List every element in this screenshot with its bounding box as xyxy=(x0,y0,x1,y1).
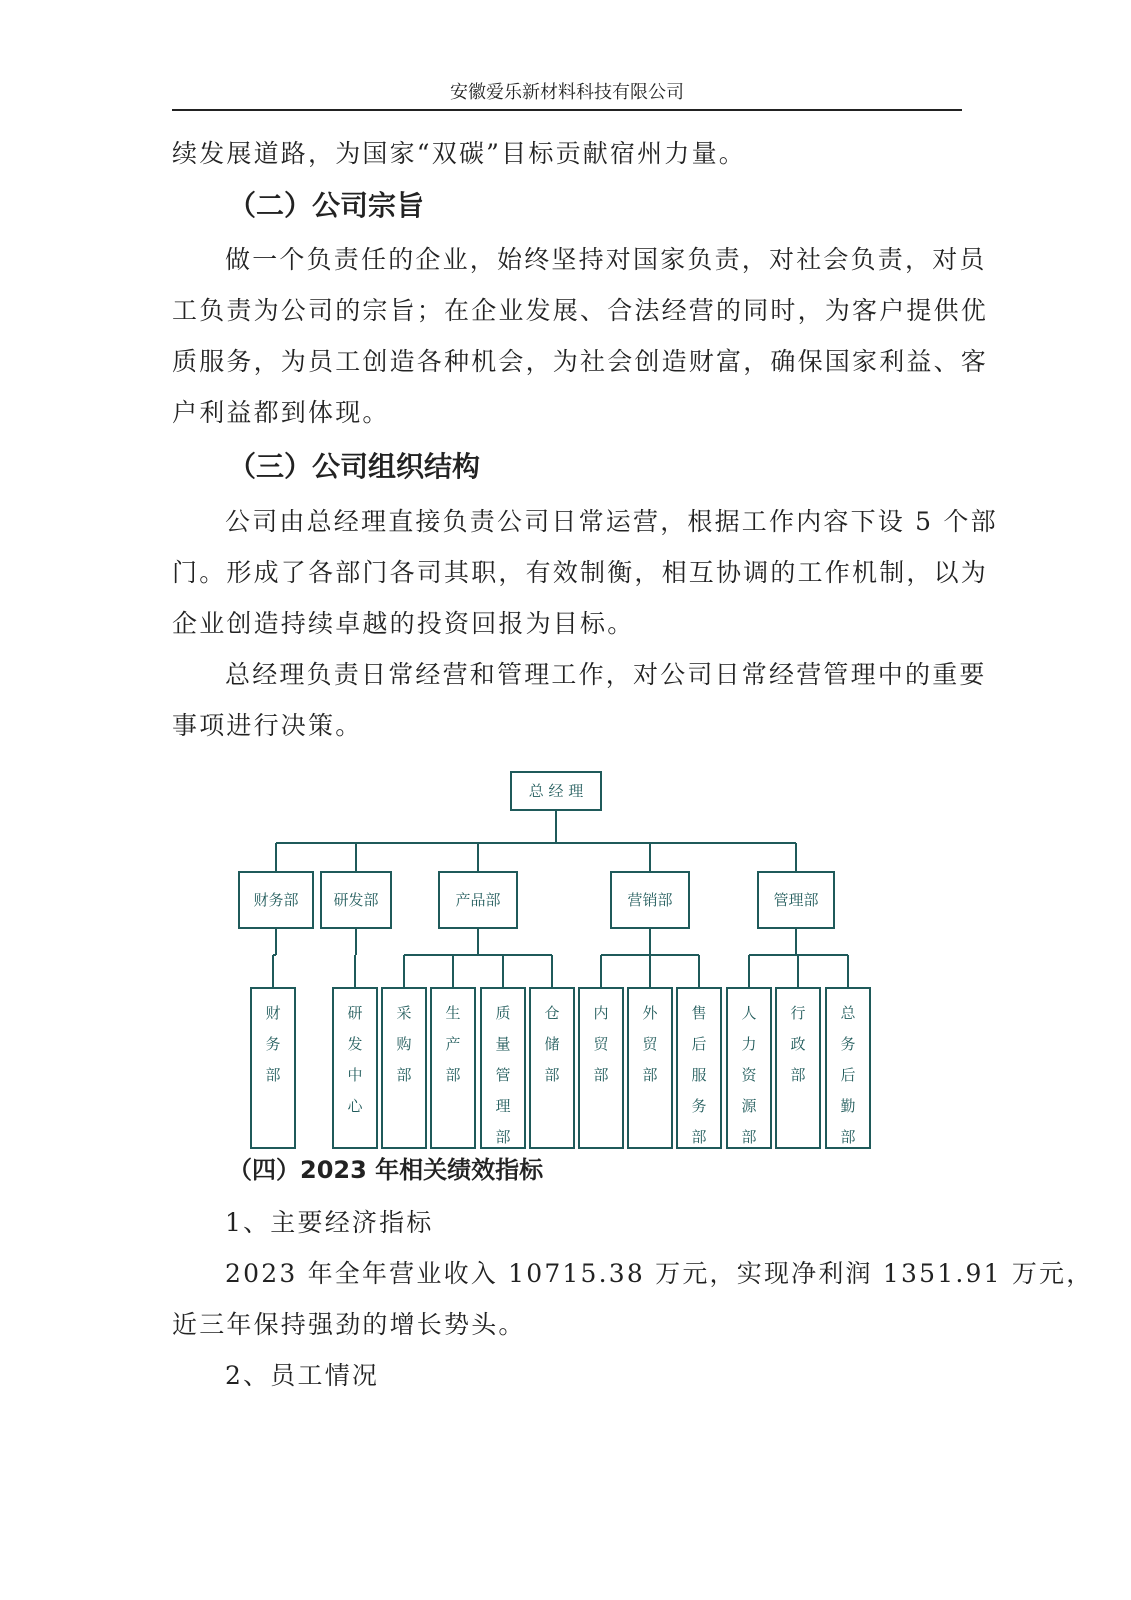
org-node-unit xyxy=(530,988,574,1148)
org-node-unit-label: 研发中心 xyxy=(347,1004,363,1115)
org-node-department-label: 研发部 xyxy=(333,891,379,909)
org-node-unit xyxy=(776,988,820,1148)
org-node-unit xyxy=(677,988,721,1148)
org-node-unit-label: 仓储部 xyxy=(544,1004,560,1084)
org-node-unit xyxy=(431,988,475,1148)
org-node-department-label: 产品部 xyxy=(455,891,501,909)
paragraph-line: 门。形成了各部门各司其职，有效制衡，相互协调的工作机制，以为 xyxy=(172,558,989,587)
subheading-staff: 2、员工情况 xyxy=(225,1361,380,1390)
org-node-unit-label: 采购部 xyxy=(396,1004,412,1084)
org-node-root-label: 总 经 理 xyxy=(528,782,584,800)
section-heading-performance: （四）2023 年相关绩效指标 xyxy=(228,1156,544,1184)
org-node-unit xyxy=(251,988,295,1148)
org-node-unit-label: 内贸部 xyxy=(593,1004,609,1084)
section-heading-purpose: （二）公司宗旨 xyxy=(228,189,425,222)
paragraph-line: 工负责为公司的宗旨；在企业发展、合法经营的同时，为客户提供优 xyxy=(172,296,989,325)
org-node-department-label: 财务部 xyxy=(253,891,299,909)
org-node-department-label: 管理部 xyxy=(773,891,819,909)
subheading-economic: 1、主要经济指标 xyxy=(225,1208,434,1237)
section-heading-structure: （三）公司组织结构 xyxy=(228,450,481,483)
paragraph-line: 公司由总经理直接负责公司日常运营，根据工作内容下设 5 个部 xyxy=(225,507,998,536)
org-node-unit xyxy=(579,988,623,1148)
paragraph-line: 总经理负责日常经营和管理工作，对公司日常经营管理中的重要 xyxy=(225,660,987,689)
org-node-root xyxy=(511,772,601,810)
org-node-department xyxy=(758,872,834,928)
org-node-unit-label: 售后服务部 xyxy=(691,1004,707,1146)
org-node-unit-label: 外贸部 xyxy=(642,1004,658,1084)
org-node-department-label: 营销部 xyxy=(627,891,673,909)
org-node-unit xyxy=(826,988,870,1148)
org-node-unit xyxy=(382,988,426,1148)
org-node-unit-label: 生产部 xyxy=(445,1004,461,1084)
org-node-unit-label: 总务后勤部 xyxy=(840,1004,856,1146)
org-node-unit xyxy=(727,988,771,1148)
paragraph-line: 企业创造持续卓越的投资回报为目标。 xyxy=(172,609,635,638)
org-node-department xyxy=(611,872,689,928)
org-node-department xyxy=(439,872,517,928)
org-node-department xyxy=(239,872,313,928)
org-node-unit-label: 行政部 xyxy=(790,1004,806,1084)
org-node-unit xyxy=(481,988,525,1148)
org-node-unit-label: 财务部 xyxy=(265,1004,281,1084)
org-node-department xyxy=(321,872,391,928)
paragraph-line: 做一个负责任的企业，始终坚持对国家负责，对社会负责，对员 xyxy=(225,245,987,274)
paragraph-line: 户利益都到体现。 xyxy=(172,398,390,427)
org-node-unit xyxy=(333,988,377,1148)
org-node-unit-label: 人力资源部 xyxy=(741,1004,757,1146)
paragraph-line: 事项进行决策。 xyxy=(172,711,363,740)
paragraph-line: 续发展道路，为国家“双碳”目标贡献宿州力量。 xyxy=(172,139,746,168)
paragraph-line: 2023 年全年营业收入 10715.38 万元，实现净利润 1351.91 万元， xyxy=(225,1259,1094,1288)
paragraph-line: 质服务，为员工创造各种机会，为社会创造财富，确保国家利益、客 xyxy=(172,347,989,376)
paragraph-line: 近三年保持强劲的增长势头。 xyxy=(172,1310,526,1339)
page-header: 安徽爱乐新材料科技有限公司 xyxy=(450,82,684,103)
org-node-unit-label: 质量管理部 xyxy=(495,1004,511,1146)
org-node-unit xyxy=(628,988,672,1148)
